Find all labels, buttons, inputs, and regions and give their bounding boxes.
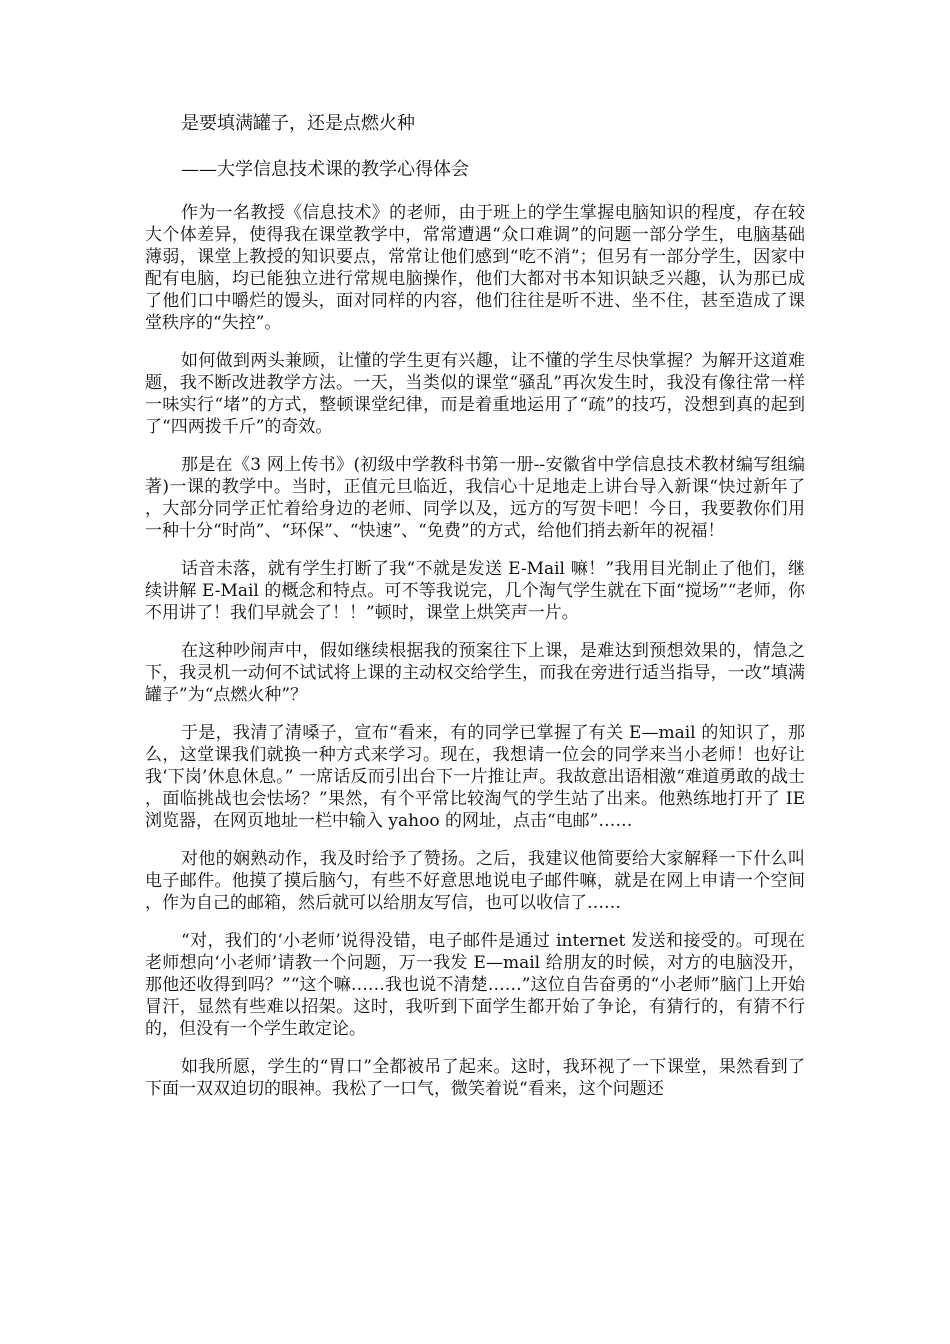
paragraph-6: 于是，我清了清嗓子，宣布“看来，有的同学已掌握了有关 E—mail 的知识了，那么，这堂课我们就换一种方式来学习。现在，我想请一位会的同学来当小老师！也好让我‘下岗’休息休息。” 一席话反而引出台下一片推让声。我故意出语相激“难道勇敢的战士，面临挑战也会怯场？”果然，有个平常比较淘气的学生站了出来。他熟练地打开了 IE 浏览器，在网页地址一栏中输入 yahoo 的网址，点击“电邮”…… xyxy=(145,723,805,831)
paragraph-3: 那是在《3 网上传书》(初级中学教科书第一册--安徽省中学信息技术教材编写组编著)一课的教学中。当时，正值元旦临近，我信心十足地走上讲台导入新课“快过新年了，大部分同学正忙着给身边的老师、同学以及，远方的写贺卡吧！今日，我要教你们用一种十分“时尚”、“环保”、“快速”、“免费”的方式，给他们捎去新年的祝福！ xyxy=(145,455,805,541)
paragraph-8: “对，我们的‘小老师’说得没错，电子邮件是通过 internet 发送和接受的。可现在老师想向‘小老师’请教一个问题，万一我发 E—mail 给朋友的时候，对方的电脑没开，那他还收得到吗？”“这个嘛……我也说不清楚……”这位自告奋勇的“小老师”脑门上开始冒汗，显然有些难以招架。这时，我听到下面学生都开始了争论，有猜行的，有猜不行的，但没有一个学生敢定论。 xyxy=(145,931,805,1039)
paragraph-1: 作为一名教授《信息技术》的老师，由于班上的学生掌握电脑知识的程度，存在较大个体差异，使得我在课堂教学中，常常遭遇“众口难调”的问题一部分学生，电脑基础薄弱，课堂上教授的知识要点，常常让他们感到“吃不消”；但另有一部分学生，因家中配有电脑，均已能独立进行常规电脑操作，他们大都对书本知识缺乏兴趣，认为那已成了他们口中嚼烂的馒头，面对同样的内容，他们往往是听不进、坐不住，甚至造成了课堂秩序的“失控”。 xyxy=(145,203,805,333)
document-subtitle: ——大学信息技术课的教学心得体会 xyxy=(181,159,469,180)
paragraph-7: 对他的娴熟动作，我及时给予了赞扬。之后，我建议他简要给大家解释一下什么叫电子邮件。他摸了摸后脑勺，有些不好意思地说电子邮件嘛，就是在网上申请一个空间，作为自己的邮箱，然后就可以给朋友写信，也可以收信了…… xyxy=(145,849,805,913)
paragraph-2: 如何做到两头兼顾，让懂的学生更有兴趣，让不懂的学生尽快掌握？为解开这道难题，我不断改进教学方法。一天，当类似的课堂“骚乱”再次发生时，我没有像往常一样一味实行“堵”的方式，整顿课堂纪律，而是着重地运用了“疏”的技巧，没想到真的起到了“四两拨千斤”的奇效。 xyxy=(145,351,805,437)
paragraph-9: 如我所愿，学生的“胃口”全都被吊了起来。这时，我环视了一下课堂，果然看到了下面一双双迫切的眼神。我松了一口气，微笑着说“看来，这个问题还 xyxy=(145,1057,805,1099)
paragraph-5: 在这种吵闹声中，假如继续根据我的预案往下上课，是难达到预想效果的，情急之下，我灵机一动何不试试将上课的主动权交给学生，而我在旁进行适当指导，一改“填满罐子”为“点燃火种”？ xyxy=(145,641,805,705)
paragraph-4: 话音未落，就有学生打断了我“不就是发送 E-Mail 嘛！”我用目光制止了他们，继续讲解 E-Mail 的概念和特点。可不等我说完，几个淘气学生就在下面“搅场”“老师，你不用讲了！我们早就会了！！”顿时，课堂上烘笑声一片。 xyxy=(145,559,805,623)
document-page xyxy=(145,112,805,1100)
document-title: 是要填满罐子，还是点燃火种 xyxy=(181,113,415,134)
